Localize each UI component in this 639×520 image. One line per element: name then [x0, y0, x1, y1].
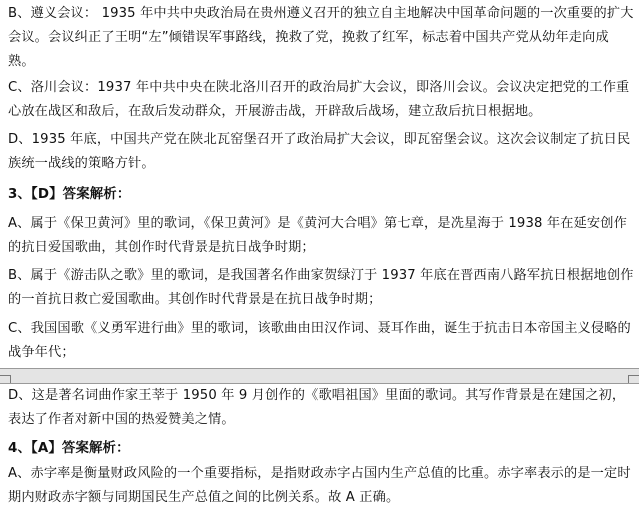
paragraph-option-a-deficit-rate: A、赤字率是衡量财政风险的一个重要指标，是指财政赤字占国内生产总值的比重。赤字率表示的是一定时期内财政赤字额与同期国民生产总值之间的比例关系。故 A 正确。: [8, 466, 631, 505]
paragraph-option-b-youjidui: B、属于《游击队之歌》里的歌词，是我国著名作曲家贺绿汀于 1937 年底在晋西南八路军抗日根据地创作的一首抗日救亡爱国歌曲。其创作时代背景是在抗日战争时期；: [8, 268, 634, 307]
paragraph-option-a-baowei-huanghe: A、属于《保卫黄河》里的歌词，《保卫黄河》是《黄河大合唱》第七章，是冼星海于 1938 年在延安创作的抗日爱国歌曲，其创作时代背景是抗日战争时期；: [8, 216, 627, 255]
paragraph-option-d-wayaobao: D、1935 年底，中国共产党在陕北瓦窑堡召开了政治局扩大会议，即瓦窑堡会议。这次会议制定了抗日民族统一战线的策略方针。: [8, 132, 631, 171]
answer-heading-4: 4、【A】答案解析：: [8, 441, 130, 456]
paragraph-option-c-luochuan: C、洛川会议：1937 年中共中央在陕北洛川召开的政治局扩大会议，即洛川会议。会议决定把党的工作重心放在战区和敌后，在敌后发动群众，开展游击战，开辟敌后战场，建立敌后抗日根据地。: [8, 80, 630, 119]
answer-heading-3: 3、【D】答案解析：: [8, 187, 131, 202]
paragraph-option-b-zunyi: B、遵义会议： 1935 年中共中央政治局在贵州遵义召开的独立自主地解决中国革命问题的一次重要的扩大会议。会议纠正了王明“左”倾错误军事路线，挽救了党，挽救了红军，标志着中国共产党从幼年走向成熟。: [8, 6, 634, 69]
page-break-divider: [0, 368, 639, 384]
page-corner-left: [0, 375, 11, 383]
paragraph-option-c-national-anthem: C、我国国歌《义勇军进行曲》里的歌词，该歌曲由田汉作词、聂耳作曲，诞生于抗击日本帝国主义侵略的战争年代；: [8, 321, 631, 360]
paragraph-option-d-gechang-zuguo: D、这是著名词曲作家王莘于 1950 年 9 月创作的《歌唱祖国》里面的歌词。其写作背景是在建国之初，表达了作者对新中国的热爱赞美之情。: [8, 388, 626, 427]
page-corner-right: [628, 375, 639, 383]
